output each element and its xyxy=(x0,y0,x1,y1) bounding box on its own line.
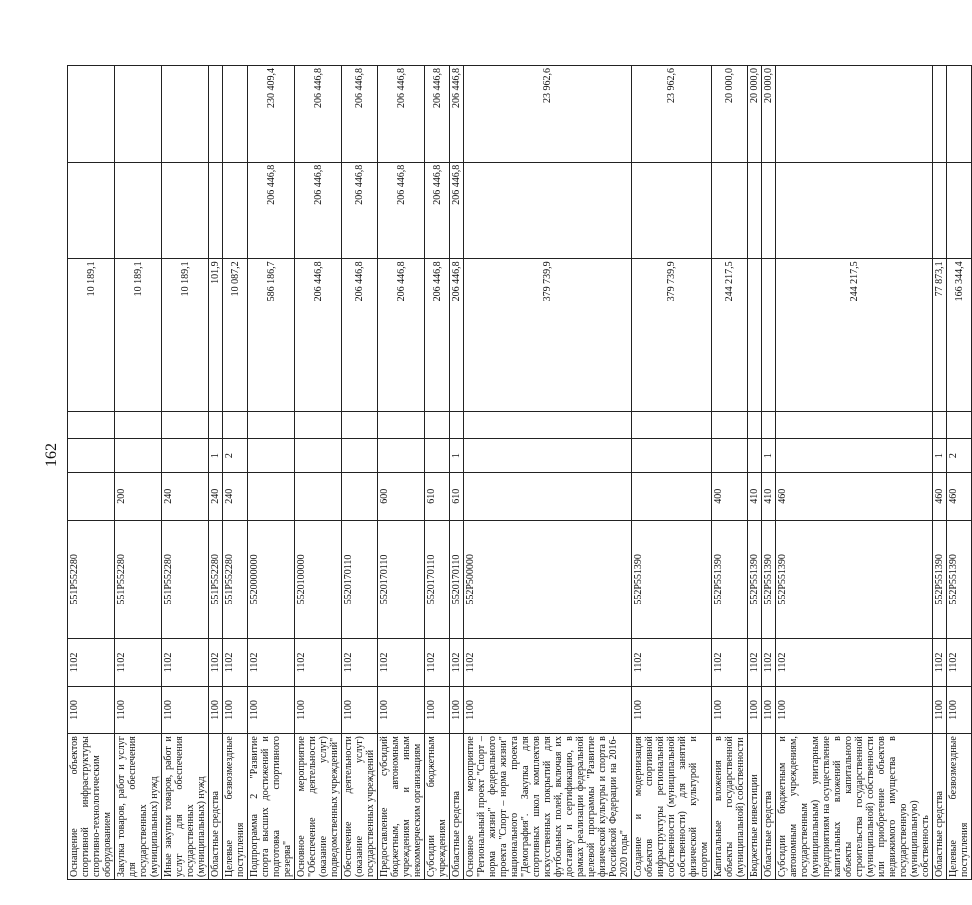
amount-1: 206 446,8 xyxy=(342,259,378,412)
amount-1: 10 087,2 xyxy=(223,259,248,412)
amount-3 xyxy=(68,66,115,163)
gr-code: 1100 xyxy=(632,686,712,733)
extra-code xyxy=(378,412,425,439)
table-row xyxy=(248,66,295,880)
expense-type: 410 xyxy=(762,473,776,520)
extra-code xyxy=(464,412,632,439)
extra-code xyxy=(762,412,776,439)
extra-code xyxy=(115,412,162,439)
row-name: Предоставление субсидий бюджетным, автономным учреждениям и иным некоммерческим организациям xyxy=(378,734,425,880)
target-code: 5520170110 xyxy=(450,520,464,639)
table-row xyxy=(68,66,115,880)
gr-code: 1100 xyxy=(248,686,295,733)
expense-type xyxy=(342,473,378,520)
amount-1: 586 186,7 xyxy=(248,259,295,412)
section-code: 1102 xyxy=(295,639,342,686)
source-code: 1 xyxy=(933,439,947,473)
amount-2: 206 446,8 xyxy=(450,162,464,259)
expense-type xyxy=(295,473,342,520)
extra-code xyxy=(450,412,464,439)
amount-2 xyxy=(632,162,712,259)
amount-2 xyxy=(748,162,762,259)
amount-3: 230 409,4 xyxy=(248,66,295,163)
source-code xyxy=(748,439,762,473)
amount-1: 206 446,8 xyxy=(378,259,425,412)
row-name: Иные закупки товаров, работ и услуг для обеспечения государственных (муниципальных) нужд xyxy=(162,734,209,880)
gr-code: 1100 xyxy=(295,686,342,733)
section-code: 1102 xyxy=(115,639,162,686)
table-row xyxy=(762,66,776,880)
extra-code xyxy=(947,412,972,439)
extra-code xyxy=(248,412,295,439)
amount-1: 77 873,1 xyxy=(933,259,947,412)
section-code: 1102 xyxy=(450,639,464,686)
extra-code xyxy=(748,412,762,439)
amount-3 xyxy=(115,66,162,163)
section-code: 1102 xyxy=(776,639,933,686)
amount-2 xyxy=(776,162,933,259)
row-name: Основное мероприятие "Региональный проект "Спорт – норма жизни" федерального проекта "Спорт – норма жизни" национального проекта "Демография". Закупка для спортивных школ комплектов искусственных покрытий для футбольных полей, включая их доставку и сертификацию, в рамках реализации федеральной целевой программы "Развитие физической культуры и спорта в Российской Федерации на 2016-2020 годы" xyxy=(464,734,632,880)
table-row xyxy=(342,66,378,880)
table-row xyxy=(632,66,712,880)
expense-type xyxy=(68,473,115,520)
extra-code xyxy=(209,412,223,439)
amount-3: 20 000,0 xyxy=(748,66,762,163)
target-code: 552P551390 xyxy=(762,520,776,639)
budget-table xyxy=(67,65,972,880)
target-code: 552P551390 xyxy=(776,520,933,639)
target-code: 551P552280 xyxy=(115,520,162,639)
table-row xyxy=(209,66,223,880)
source-code: 1 xyxy=(762,439,776,473)
expense-type: 460 xyxy=(933,473,947,520)
amount-3 xyxy=(776,66,933,163)
amount-1: 206 446,8 xyxy=(425,259,450,412)
amount-2: 206 446,8 xyxy=(425,162,450,259)
expense-type: 460 xyxy=(947,473,972,520)
target-code: 551P552280 xyxy=(68,520,115,639)
source-code: 1 xyxy=(450,439,464,473)
extra-code xyxy=(425,412,450,439)
amount-2: 206 446,8 xyxy=(248,162,295,259)
amount-2 xyxy=(209,162,223,259)
expense-type: 610 xyxy=(425,473,450,520)
amount-3: 206 446,8 xyxy=(450,66,464,163)
row-name: Капитальные вложения в объекты государственной (муниципальной) собственности xyxy=(712,734,748,880)
amount-2 xyxy=(762,162,776,259)
table-row xyxy=(450,66,464,880)
gr-code: 1100 xyxy=(464,686,632,733)
amount-2 xyxy=(115,162,162,259)
section-code: 1102 xyxy=(223,639,248,686)
row-name: Областные средства xyxy=(762,734,776,880)
target-code: 552P551390 xyxy=(632,520,712,639)
target-code: 5520000000 xyxy=(248,520,295,639)
section-code: 1102 xyxy=(425,639,450,686)
gr-code: 1100 xyxy=(712,686,748,733)
amount-1: 244 217,5 xyxy=(712,259,748,412)
source-code xyxy=(342,439,378,473)
expense-type: 410 xyxy=(748,473,762,520)
section-code: 1102 xyxy=(162,639,209,686)
table-row xyxy=(776,66,933,880)
gr-code: 1100 xyxy=(162,686,209,733)
row-name: Создание и модернизация объектов спортивной инфраструктуры региональной собственности (муниципальной собственности) для занятий физической культурой и спортом xyxy=(632,734,712,880)
table-row xyxy=(162,66,209,880)
amount-3: 23 962,6 xyxy=(464,66,632,163)
amount-1: 10 189,1 xyxy=(68,259,115,412)
row-name: Областные средства xyxy=(450,734,464,880)
source-code xyxy=(425,439,450,473)
row-name: Основное мероприятие "Обеспечение деятельности (оказание услуг) подведомственных учреждений" xyxy=(295,734,342,880)
source-code xyxy=(248,439,295,473)
budget-table-rotated xyxy=(67,65,970,880)
row-name: Обеспечение деятельности (оказание услуг) государственных учреждений xyxy=(342,734,378,880)
amount-1: 379 739,9 xyxy=(464,259,632,412)
amount-2 xyxy=(464,162,632,259)
row-name: Целевые безвозмездные поступления xyxy=(947,734,972,880)
expense-type: 240 xyxy=(209,473,223,520)
source-code xyxy=(464,439,632,473)
extra-code xyxy=(933,412,947,439)
source-code xyxy=(632,439,712,473)
source-code: 2 xyxy=(947,439,972,473)
amount-2: 206 446,8 xyxy=(342,162,378,259)
target-code: 5520170110 xyxy=(378,520,425,639)
row-name: Субсидии бюджетным учреждениям xyxy=(425,734,450,880)
section-code: 1102 xyxy=(248,639,295,686)
target-code: 552P551390 xyxy=(947,520,972,639)
gr-code: 1100 xyxy=(425,686,450,733)
amount-1: 206 446,8 xyxy=(450,259,464,412)
amount-1: 244 217,5 xyxy=(776,259,933,412)
gr-code: 1100 xyxy=(776,686,933,733)
gr-code: 1100 xyxy=(68,686,115,733)
extra-code xyxy=(342,412,378,439)
source-code xyxy=(68,439,115,473)
amount-3: 206 446,8 xyxy=(342,66,378,163)
target-code: 551P552280 xyxy=(162,520,209,639)
amount-1: 166 344,4 xyxy=(947,259,972,412)
section-code: 1102 xyxy=(762,639,776,686)
target-code: 552P551390 xyxy=(933,520,947,639)
extra-code xyxy=(223,412,248,439)
expense-type: 600 xyxy=(378,473,425,520)
table-row xyxy=(712,66,748,880)
gr-code: 1100 xyxy=(748,686,762,733)
target-code: 552P500000 xyxy=(464,520,632,639)
section-code: 1102 xyxy=(378,639,425,686)
expense-type xyxy=(632,473,712,520)
page-number: 162 xyxy=(43,443,60,467)
amount-3 xyxy=(933,66,947,163)
row-name: Субсидии бюджетным и автономным учреждениям, государственным (муниципальным) унитарным предприятиям на осуществление капитальных вложений в объекты капитального строительства государственной (муниципальной) собственности или приобретение объектов недвижимого имущества в государственную (муниципальную) собственность xyxy=(776,734,933,880)
table-row xyxy=(748,66,762,880)
section-code: 1102 xyxy=(933,639,947,686)
amount-1: 206 446,8 xyxy=(295,259,342,412)
gr-code: 1100 xyxy=(223,686,248,733)
amount-1: 10 189,1 xyxy=(115,259,162,412)
amount-3: 20 000,0 xyxy=(762,66,776,163)
gr-code: 1100 xyxy=(378,686,425,733)
extra-code xyxy=(295,412,342,439)
target-code: 551P552280 xyxy=(209,520,223,639)
amount-1 xyxy=(762,259,776,412)
amount-3 xyxy=(209,66,223,163)
expense-type: 200 xyxy=(115,473,162,520)
expense-type: 610 xyxy=(450,473,464,520)
table-row xyxy=(464,66,632,880)
amount-1: 101,9 xyxy=(209,259,223,412)
gr-code: 1100 xyxy=(342,686,378,733)
target-code: 551P552280 xyxy=(223,520,248,639)
table-row xyxy=(295,66,342,880)
gr-code: 1100 xyxy=(450,686,464,733)
amount-3: 20 000,0 xyxy=(712,66,748,163)
section-code: 1102 xyxy=(68,639,115,686)
target-code: 5520170110 xyxy=(425,520,450,639)
amount-2 xyxy=(223,162,248,259)
section-code: 1102 xyxy=(464,639,632,686)
table-row xyxy=(115,66,162,880)
extra-code xyxy=(632,412,712,439)
row-name: Подпрограмма 2 "Развитие спорта высших достижений и подготовка спортивного резерва" xyxy=(248,734,295,880)
gr-code: 1100 xyxy=(933,686,947,733)
gr-code: 1100 xyxy=(947,686,972,733)
source-code xyxy=(115,439,162,473)
source-code: 1 xyxy=(209,439,223,473)
table-row xyxy=(223,66,248,880)
amount-2 xyxy=(947,162,972,259)
amount-3: 206 446,8 xyxy=(425,66,450,163)
amount-1: 10 189,1 xyxy=(162,259,209,412)
amount-3 xyxy=(223,66,248,163)
section-code: 1102 xyxy=(748,639,762,686)
amount-2 xyxy=(933,162,947,259)
section-code: 1102 xyxy=(632,639,712,686)
expense-type xyxy=(248,473,295,520)
row-name: Целевые безвозмездные поступления xyxy=(223,734,248,880)
row-name: Областные средства xyxy=(209,734,223,880)
gr-code: 1100 xyxy=(115,686,162,733)
source-code xyxy=(712,439,748,473)
table-row xyxy=(933,66,947,880)
expense-type: 400 xyxy=(712,473,748,520)
target-code: 5520100000 xyxy=(295,520,342,639)
amount-2 xyxy=(162,162,209,259)
source-code xyxy=(295,439,342,473)
expense-type: 240 xyxy=(223,473,248,520)
section-code: 1102 xyxy=(209,639,223,686)
target-code: 552P551390 xyxy=(748,520,762,639)
amount-3 xyxy=(947,66,972,163)
extra-code xyxy=(712,412,748,439)
source-code xyxy=(378,439,425,473)
row-name: Закупка товаров, работ и услуг для обеспечения государственных (муниципальных) нужд xyxy=(115,734,162,880)
amount-2 xyxy=(712,162,748,259)
target-code: 5520170110 xyxy=(342,520,378,639)
extra-code xyxy=(776,412,933,439)
expense-type xyxy=(464,473,632,520)
amount-3: 206 446,8 xyxy=(378,66,425,163)
section-code: 1102 xyxy=(342,639,378,686)
amount-1: 379 739,9 xyxy=(632,259,712,412)
amount-2: 206 446,8 xyxy=(378,162,425,259)
amount-2 xyxy=(68,162,115,259)
row-name: Бюджетные инвестиции xyxy=(748,734,762,880)
table-row xyxy=(947,66,972,880)
source-code xyxy=(776,439,933,473)
amount-3: 206 446,8 xyxy=(295,66,342,163)
row-name: Областные средства xyxy=(933,734,947,880)
amount-3 xyxy=(162,66,209,163)
table-row xyxy=(378,66,425,880)
section-code: 1102 xyxy=(712,639,748,686)
table-row xyxy=(425,66,450,880)
section-code: 1102 xyxy=(947,639,972,686)
extra-code xyxy=(68,412,115,439)
amount-2: 206 446,8 xyxy=(295,162,342,259)
gr-code: 1100 xyxy=(209,686,223,733)
extra-code xyxy=(162,412,209,439)
source-code xyxy=(162,439,209,473)
expense-type: 460 xyxy=(776,473,933,520)
amount-1 xyxy=(748,259,762,412)
target-code: 552P551390 xyxy=(712,520,748,639)
amount-3: 23 962,6 xyxy=(632,66,712,163)
gr-code: 1100 xyxy=(762,686,776,733)
expense-type: 240 xyxy=(162,473,209,520)
row-name: Оснащение объектов спортивной инфраструктуры спортивно-технологическим оборудованием xyxy=(68,734,115,880)
source-code: 2 xyxy=(223,439,248,473)
